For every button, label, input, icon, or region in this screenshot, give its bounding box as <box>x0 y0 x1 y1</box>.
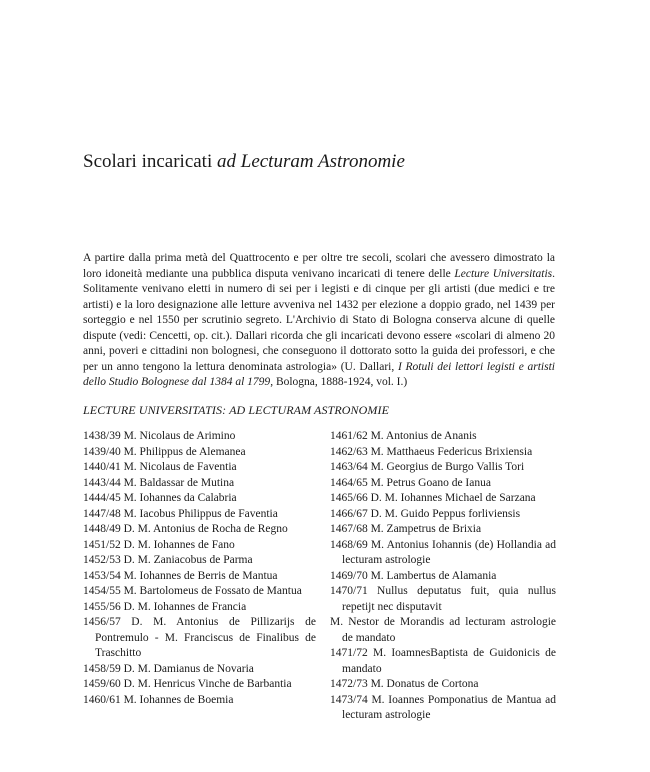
list-item: 1451/52 D. M. Iohannes de Fano <box>83 538 235 551</box>
list-item: 1471/72 M. IoamnesBaptista de Guidonicis de mandato <box>330 647 556 675</box>
list-item: 1438/39 M. Nicolaus de Arimino <box>83 430 236 442</box>
list-item: 1461/62 M. Antonius de Ananis <box>330 430 477 442</box>
list-item: 1463/64 M. Georgius de Burgo Vallis Tori <box>330 461 525 473</box>
intro-paragraph <box>83 251 555 391</box>
intro-text-2: . Solitamente venivano eletti in numero di sei per i legisti e di cinque per gli artisti (due medici e tre artisti) e la loro designazione alle letture avveniva nel 1432 per elezione a doppio grado, nel 1439 per sorteggio e nel 1550 per scrutinio segreto. L'Archivio di Stato di Bologna conserva alcune di quelle dispute (vedi: Cencetti, op. cit.). Dallari ricorda che gli incaricati devono essere «scolari di almeno 20 anni, poveri e cittadini non bolognesi, che conseguono il dottorato sotto la guida dei professori, e che per un anno tengono la lettura denominata astrologia» (U. Dallari, <box>83 267 555 373</box>
section-heading: LECTURE UNIVERSITATIS: AD LECTURAM ASTRONOMIE <box>83 403 390 417</box>
list-item: 1470/71 Nullus deputatus fuit, quia nullus repetijt nec disputavit <box>330 585 556 613</box>
page-title <box>83 150 405 174</box>
list-item: 1469/70 M. Lambertus de Alamania <box>330 569 497 582</box>
list-item: 1472/73 M. Donatus de Cortona <box>330 678 479 690</box>
list-item: 1456/57 D. M. Antonius de Pillizarijs de Pontremulo - M. Franciscus de Finalibus de Traschitto <box>83 616 316 659</box>
intro-italic-1: Lecture Universitatis <box>454 267 553 280</box>
list-item: 1459/60 D. M. Henricus Vinche de Barbantia <box>83 678 292 690</box>
list-item: 1439/40 M. Philippus de Alemanea <box>83 445 246 458</box>
list-item: 1453/54 M. Iohannes de Berris de Mantua <box>83 569 278 582</box>
list-item: 1465/66 D. M. Iohannes Michael de Sarzana <box>330 492 536 504</box>
list-item: 1440/41 M. Nicolaus de Faventia <box>83 461 237 473</box>
list-item: 1454/55 M. Bartolomeus de Fossato de Mantua <box>83 585 302 597</box>
list-item: 1464/65 M. Petrus Goano de Ianua <box>330 476 491 489</box>
list-item: 1444/45 M. Iohannes da Calabria <box>83 492 237 504</box>
intro-italic-2: I Rotuli dei lettori legisti e artisti dello Studio Bolognese dal 1384 al 1799 <box>83 360 555 388</box>
list-item: 1468/69 M. Antonius Iohannis (de) Hollandia ad lecturam astrologie <box>330 538 556 566</box>
list-item: 1458/59 D. M. Damianus de Novaria <box>83 662 254 675</box>
list-item: 1460/61 M. Iohannes de Boemia <box>83 693 234 706</box>
right-column <box>330 429 556 724</box>
list-item: 1466/67 D. M. Guido Peppus forliviensis <box>330 507 521 520</box>
title-italic: ad Lecturam Astronomie <box>217 151 405 172</box>
list-item: 1448/49 D. M. Antonius de Rocha de Regno <box>83 523 288 535</box>
list-item: M. Nestor de Morandis ad lecturam astrologie de mandato <box>330 616 556 644</box>
left-column <box>83 429 316 708</box>
list-item: 1447/48 M. Iacobus Philippus de Faventia <box>83 507 278 520</box>
list-item: 1455/56 D. M. Iohannes de Francia <box>83 600 247 613</box>
list-item: 1473/74 M. Ioannes Pomponatius de Mantua ad lecturam astrologie <box>330 693 556 721</box>
intro-text-3: , Bologna, 1888-1924, vol. I.) <box>270 376 408 388</box>
list-item: 1452/53 D. M. Zaniacobus de Parma <box>83 554 253 566</box>
intro-text-1: A partire dalla prima metà del Quattrocento e per oltre tre secoli, scolari che avessero dimostrato la loro idoneità mediante una pubblica disputa venivano incaricati di tenere delle <box>83 252 555 280</box>
title-plain: Scolari incaricati <box>83 151 217 172</box>
list-item: 1443/44 M. Baldassar de Mutina <box>83 476 235 489</box>
list-item: 1462/63 M. Matthaeus Federicus Brixiensia <box>330 445 533 458</box>
list-item: 1467/68 M. Zampetrus de Brixia <box>330 523 482 535</box>
